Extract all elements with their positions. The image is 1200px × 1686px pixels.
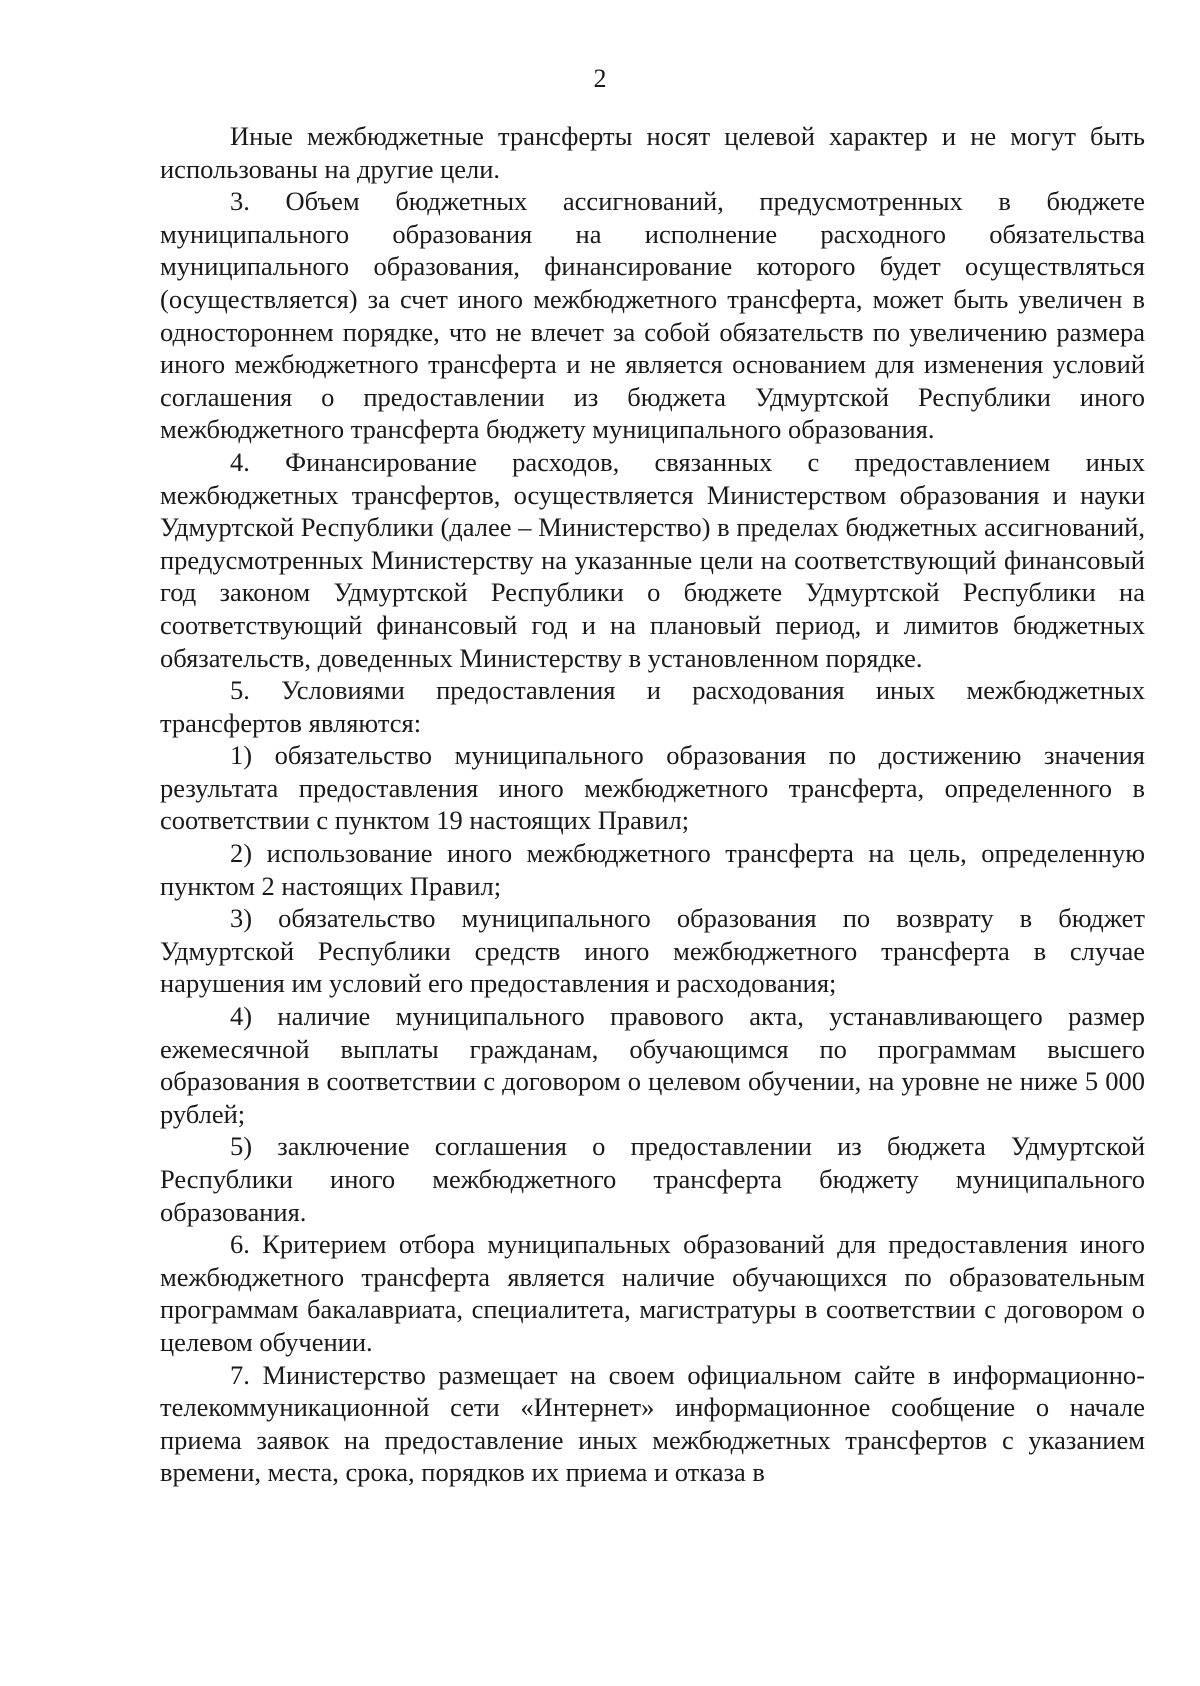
- paragraph-transfers-targeted: Иные межбюджетные трансферты носят целевой характер и не могут быть использованы на другие цели.: [160, 121, 1145, 184]
- condition-item-5: 5) заключение соглашения о предоставлении из бюджета Удмуртской Республики иного межбюджетного трансферта бюджету муниципального образования.: [160, 1131, 1145, 1227]
- paragraph-6-selection-criterion: 6. Критерием отбора муниципальных образований для предоставления иного межбюджетного трансферта является наличие обучающихся по образовательным программам бакалавриата, специалитета, магистратуры в соответствии с договором о целевом обучении.: [160, 1229, 1145, 1357]
- condition-item-1: 1) обязательство муниципального образования по достижению значения результата предоставления иного межбюджетного трансферта, определенного в соответствии с пунктом 19 настоящих Правил;: [160, 740, 1145, 836]
- condition-item-3: 3) обязательство муниципального образования по возврату в бюджет Удмуртской Республики средств иного межбюджетного трансферта в случае нарушения им условий его предоставления и расходования;: [160, 903, 1145, 999]
- paragraph-3-budget-allocations: 3. Объем бюджетных ассигнований, предусмотренных в бюджете муниципального образования на исполнение расходного обязательства муниципального образования, финансирование которого будет осуществляться (осуществляется) за счет иного межбюджетного трансферта, может быть увеличен в одностороннем порядке, что не влечет за собой обязательств по увеличению размера иного межбюджетного трансферта и не является основанием для изменения условий соглашения о предоставлении из бюджета Удмуртской Республики иного межбюджетного трансферта бюджету муниципального образования.: [160, 186, 1145, 445]
- paragraph-5-conditions: 5. Условиями предоставления и расходования иных межбюджетных трансфертов являются:: [160, 675, 1145, 738]
- page-number: 2: [593, 64, 607, 93]
- condition-item-4: 4) наличие муниципального правового акта, устанавливающего размер ежемесячной выплаты гражданам, обучающимся по программам высшего образования в соответствии с договором о целевом обучении, на уровне не ниже 5 000 рублей;: [160, 1001, 1145, 1129]
- paragraph-7-announcement: 7. Министерство размещает на своем официальном сайте в информационно-телекоммуникационной сети «Интернет» информационное сообщение о начале приема заявок на предоставление иных межбюджетных трансфертов с указанием времени, места, срока, порядков их приема и отказа в: [160, 1359, 1145, 1488]
- condition-item-2: 2) использование иного межбюджетного трансферта на цель, определенную пунктом 2 настоящих Правил;: [160, 838, 1145, 901]
- paragraph-4-financing: 4. Финансирование расходов, связанных с предоставлением иных межбюджетных трансфертов, осуществляется Министерством образования и науки Удмуртской Республики (далее – Министерство) в пределах бюджетных ассигнований, предусмотренных Министерству на указанные цели на соответствующий финансовый год законом Удмуртской Республики о бюджете Удмуртской Республики на соответствующий финансовый год и на плановый период, и лимитов бюджетных обязательств, доведенных Министерству в установленном порядке.: [160, 446, 1145, 673]
- document-body: [160, 120, 1145, 1489]
